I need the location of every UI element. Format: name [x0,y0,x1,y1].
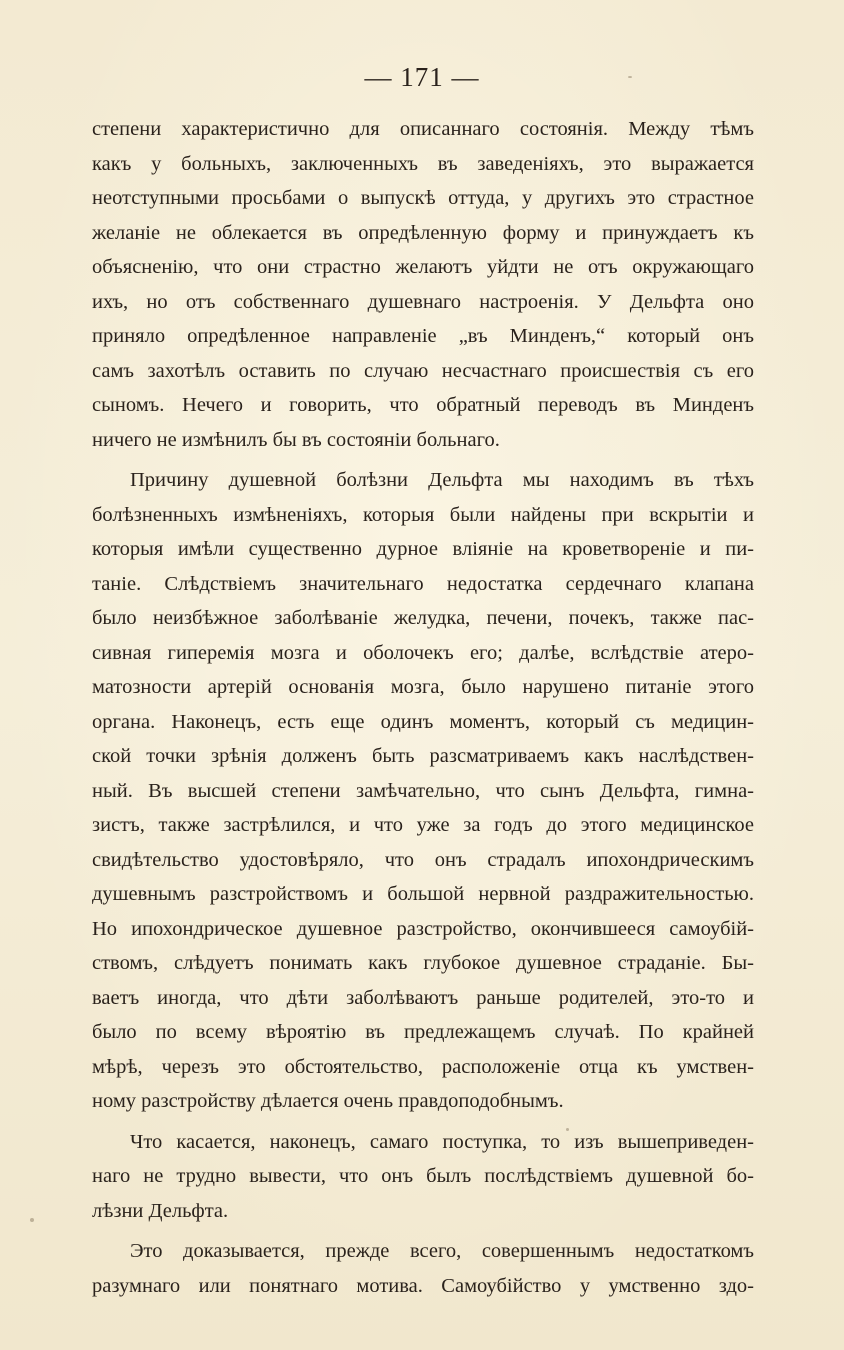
text-line: болѣзненныхъ измѣненіяхъ, которыя были найдены при вскрытіи и [92,503,754,526]
text-line: было неизбѣжное заболѣваніе желудка, печени, почекъ, также пас- [92,607,754,629]
text-line: мѣрѣ, черезъ это обстоятельство, расположеніе отца къ умствен- [92,1055,754,1078]
text-line: которыя имѣли существенно дурное вліяніе на кроветвореніе и пи- [92,538,754,560]
text-line: разумнаго или понятнаго мотива. Самоубійство у умственно здо- [92,1274,754,1297]
text-line: какъ у больныхъ, заключенныхъ въ заведеніяхъ, это выражается [92,152,754,175]
text-line: неотступными просьбами о выпускѣ оттуда, у другихъ это страстное [92,187,754,209]
text-line: степени характеристично для описаннаго состоянія. Между тѣмъ [92,118,754,140]
paper-speck [566,1128,569,1131]
text-line: было по всему вѣроятію въ предлежащемъ случаѣ. По крайней [92,1021,754,1043]
text-line: свидѣтельство удостовѣряло, что онъ страдалъ ипохондрическимъ [92,848,754,871]
text-line: ничего не измѣнилъ бы въ состояніи больнаго. [92,428,500,451]
page-number: — 171 — [364,62,480,92]
text-line: ской точки зрѣнія долженъ быть разсматриваемъ какъ наслѣдствен- [92,745,754,767]
paragraph [92,463,754,1119]
text-line: Это доказывается, прежде всего, совершеннымъ недостаткомъ [130,1240,754,1262]
text-line: зистъ, также застрѣлился, и что уже за годъ до этого медицинское [92,814,754,836]
text-line: душевнымъ разстройствомъ и большой нервной раздражительностью. [92,883,754,905]
paragraph [92,1234,754,1303]
body-text [92,112,754,1303]
text-line: ихъ, но отъ собственнаго душевнаго настроенія. У Дельфта оно [92,290,754,313]
text-line: желаніе не облекается въ опредѣленную форму и принуждаетъ къ [92,221,754,244]
text-line: лѣзни Дельфта. [92,1199,229,1222]
paper-speck [30,1218,34,1222]
text-line: ному разстройству дѣлается очень правдоподобнымъ. [92,1090,564,1112]
paragraph [92,1125,754,1229]
text-line: ный. Въ высшей степени замѣчательно, что сынъ Дельфта, гимна- [92,779,754,802]
text-line: приняло опредѣленное направленіе „въ Минденъ,“ который онъ [92,325,754,347]
paper-speck [628,76,632,78]
text-line: ваетъ иногда, что дѣти заболѣваютъ раньше родителей, это-то и [92,986,754,1009]
paragraph [92,112,754,457]
text-line: Но ипохондрическое душевное разстройство, окончившееся самоубій- [92,917,754,940]
text-line: Что касается, наконецъ, самаго поступка, то изъ вышеприведен- [130,1130,754,1153]
text-line: таніе. Слѣдствіемъ значительнаго недостатка сердечнаго клапана [92,572,754,595]
text-line: объясненію, что они страстно желаютъ уйдти не отъ окружающаго [92,256,754,278]
text-line: сыномъ. Нечего и говорить, что обратный переводъ въ Минденъ [92,394,754,416]
text-line: самъ захотѣлъ оставить по случаю несчастнаго происшествія съ его [92,359,754,382]
text-line: матозности артерій основанія мозга, было нарушено питаніе этого [92,676,754,698]
text-line: ствомъ, слѣдуетъ понимать какъ глубокое душевное страданіе. Бы- [92,952,754,974]
text-line: Причину душевной болѣзни Дельфта мы находимъ въ тѣхъ [130,469,754,491]
text-line: органа. Наконецъ, есть еще одинъ моментъ, который съ медицин- [92,710,754,733]
text-line: наго не трудно вывести, что онъ былъ послѣдствіемъ душевной бо- [92,1165,754,1187]
text-line: сивная гиперемія мозга и оболочекъ его; далѣе, вслѣдствіе атеро- [92,641,754,664]
